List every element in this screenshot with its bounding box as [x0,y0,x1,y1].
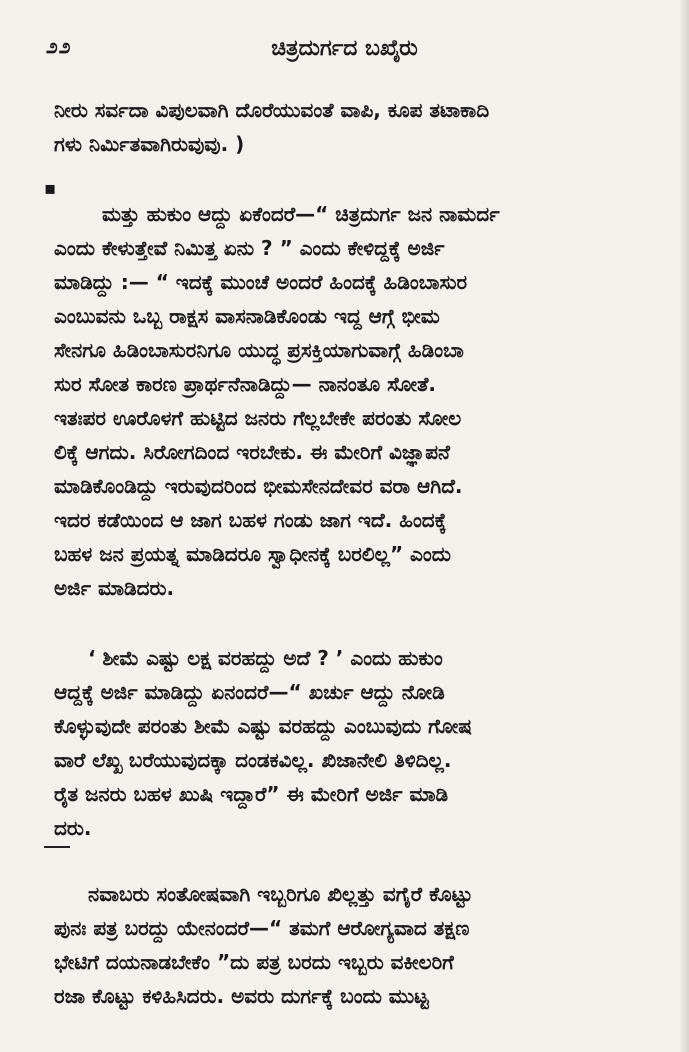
text-line: ಭೇಟಿಗೆ ದಯನಾಡಬೇಕೆಂ ”ದು ಪತ್ರ ಬರದು ಇಬ್ಬರು ವಕೀಲರಿಗೆ [54,950,454,974]
text-line: ದರು. [54,816,92,840]
text-line: ಆದ್ದಕ್ಕೆ ಅರ್ಜಿ ಮಾಡಿದ್ದು ಏನಂದರೆ—“ ಖರ್ಚು ಆದ್ದು ನೋಡಿ [54,680,445,704]
text-line: ‘ ಶೀಮೆ ಎಷ್ಟು ಲಕ್ಷ ವರಹದ್ದು ಅದೆ ? ’ ಎಂದು ಹುಕುಂ [88,646,443,670]
text-line: ಮಾಡಿಕೊಂಡಿದ್ದು ಇರುವುದರಿಂದ ಭೀಮಸೇನದೇವರ ವರಾ ಆಗಿದೆ. [54,474,463,498]
text-line: ಇತಃಪರ ಊರೊಳಗೆ ಹುಟ್ಟಿದ ಜನರು ಗೆಲ್ಲಬೇಕೇ ಪರಂತು ಸೋಲ [54,406,462,430]
page-number: ೨೨ [46,34,72,58]
text-line: ಲಿಕ್ಕೆ ಆಗದು. ಸಿರೋಗದಿಂದ ಇರಬೇಕು. ಈ ಮೇರಿಗೆ ವಿಜ್ಞಾಪನೆ [54,440,450,464]
text-line: ಎಂಬುವನು ಒಬ್ಬ ರಾಕ್ಷಸ ವಾಸನಾಡಿಕೊಂಡು ಇದ್ದ ಆಗ್ಗೆ ಭೀಮ [54,304,440,328]
text-line: ಅರ್ಜಿ ಮಾಡಿದರು. [54,576,175,600]
text-line: ಕೊಳ್ಳುವುದೇ ಪರಂತು ಶೀಮೆ ಎಷ್ಟು ವರಹದ್ದು ಎಂಬುವುದು ಗೋಷ [54,714,472,738]
margin-mark: ▪ [44,178,57,199]
text-line: ಸೇನಗೂ ಹಿಡಿಂಬಾಸುರನಿಗೂ ಯುದ್ಧ ಪ್ರಸಕ್ತಿಯಾಗುವಾಗ್ಗೆ ಹಿಡಿಂಬಾ [54,338,464,362]
text-line: ಬಹಳ ಜನ ಪ್ರಯತ್ನ ಮಾಡಿದರೂ ಸ್ವಾಧೀನಕ್ಕೆ ಬರಲಿಲ್ಲ” ಎಂದು [54,542,452,566]
page-header [0,28,689,68]
text-line: ಪುನಃ ಪತ್ರ ಬರದ್ದು ಯೇನಂದರೆ—“ ತಮಗೆ ಆರೋಗ್ಯವಾದ ತಕ್ಷಣ [54,916,470,940]
section-divider [44,846,70,848]
text-line: ಮಾಡಿದ್ದು :— “ ಇದಕ್ಕೆ ಮುಂಚೆ ಅಂದರೆ ಹಿಂದಕ್ಕೆ ಹಿಡಿಂಬಾಸುರ [54,270,468,294]
text-line: ವಾರೆ ಲೆಖ್ಖ ಬರೆಯುವುದಕ್ಕಾ ದಂಡಕವಿಲ್ಲ. ಖಿಜಾನೇಲಿ ತಿಳಿದಿಲ್ಲ. [54,748,452,772]
text-line: ಗಳು ನಿರ್ಮಿತವಾಗಿರುವುವು. ) [54,132,245,156]
text-line: ರೈತ ಜನರು ಬಹಳ ಖುಷಿ ಇದ್ದಾರೆ” ಈ ಮೇರಿಗೆ ಅರ್ಜಿ ಮಾಡಿ [54,782,449,806]
text-line: ಮತ್ತು ಹುಕುಂ ಆದ್ದು ಏಕೆಂದರೆ—“ ಚಿತ್ರದುರ್ಗ ಜನ ನಾಮರ್ದ [102,202,500,226]
running-title: ಚಿತ್ರದುರ್ಗದ ಬಖೈರು [271,36,418,61]
text-line: ನೀರು ಸರ್ವದಾ ವಿಪುಲವಾಗಿ ದೊರೆಯುವಂತೆ ವಾಪಿ, ಕೂಪ ತಟಾಕಾದಿ [54,98,490,122]
text-line: ನವಾಬರು ಸಂತೋಷವಾಗಿ ಇಬ್ಬರಿಗೂ ಖಿಲ್ಲತ್ತು ವಗೈರೆ ಕೊಟ್ಟು [88,882,473,906]
text-line: ಇದರ ಕಡೆಯಿಂದ ಆ ಜಾಗ ಬಹಳ ಗಂಡು ಜಾಗ ಇದೆ. ಹಿಂದಕ್ಕೆ [54,508,447,532]
text-line: ರಜಾ ಕೊಟ್ಟು ಕಳಿಹಿಸಿದರು. ಅವರು ದುರ್ಗಕ್ಕೆ ಬಂದು ಮುಟ್ಟ [54,984,429,1008]
text-line: ಎಂದು ಕೇಳುತ್ತೇವೆ ನಿಮಿತ್ತ ಏನು ? ” ಎಂದು ಕೇಳಿದ್ದಕ್ಕೆ ಅರ್ಜಿ [54,236,445,260]
text-line: ಸುರ ಸೋತ ಕಾರಣ ಪ್ರಾರ್ಥನೆನಾಡಿದ್ದು— ನಾನಂತೂ ಸೋತೆ. [54,372,437,396]
page-edge-shadow [679,0,689,1052]
